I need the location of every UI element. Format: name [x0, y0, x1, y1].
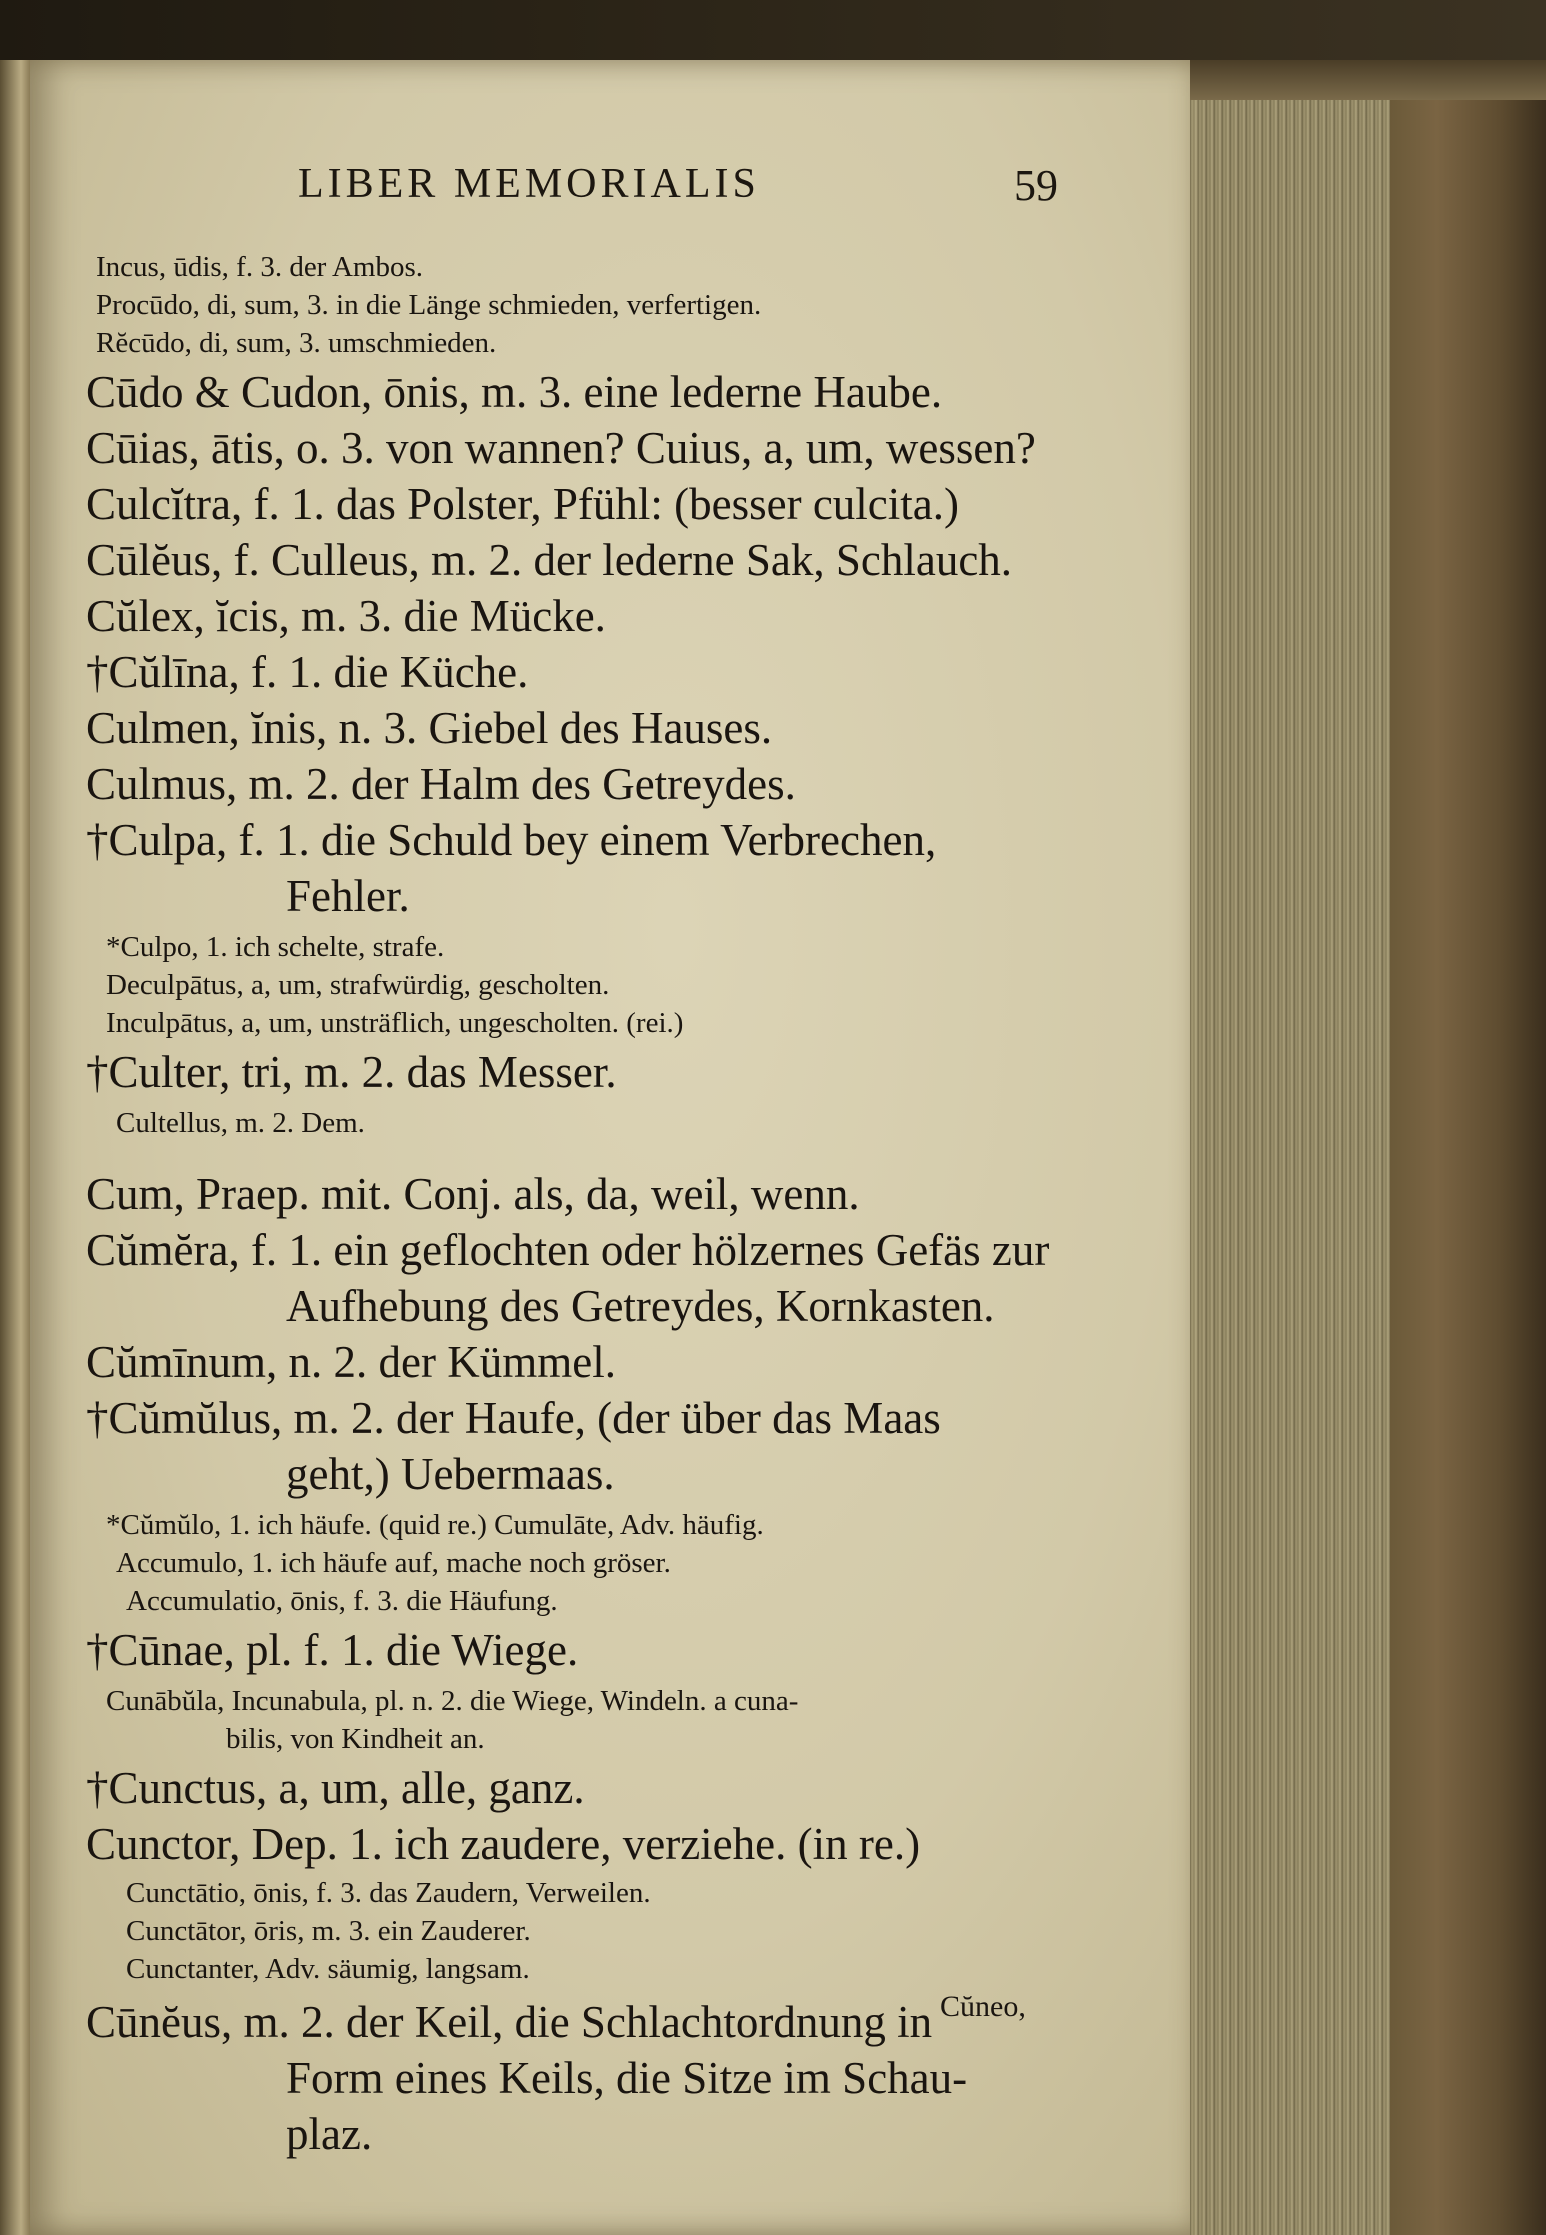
entry-line: Cunābŭla, Incunabula, pl. n. 2. die Wiege, Windeln. a cuna-: [106, 1685, 799, 1717]
entry-line: Procūdo, di, sum, 3. in die Länge schmieden, verfertigen.: [96, 289, 762, 321]
cover-top: [1190, 60, 1546, 100]
entry-line: Incus, ūdis, f. 3. der Ambos.: [96, 251, 424, 283]
entry-line: Cūnĕus, m. 2. der Keil, die Schlachtordnung in: [86, 1997, 933, 2047]
entry-line: Fehler.: [286, 871, 410, 921]
entry-line: Accumulo, 1. ich häufe auf, mache noch gröser.: [116, 1547, 671, 1579]
entry-line: *Cŭmŭlo, 1. ich häufe. (quid re.) Cumulāte, Adv. häufig.: [106, 1509, 764, 1541]
entry-line: Cunctātor, ōris, m. 3. ein Zauderer.: [126, 1915, 531, 1947]
entry-line: geht,) Uebermaas.: [286, 1449, 615, 1499]
entry-line: Cūdo & Cudon, ōnis, m. 3. eine lederne Haube.: [86, 367, 943, 417]
facing-page-edge: [0, 60, 30, 2235]
entry-line: Rĕcūdo, di, sum, 3. umschmieden.: [96, 327, 497, 359]
entry-line: *Culpo, 1. ich schelte, strafe.: [106, 931, 445, 963]
entry-line: Cŭmīnum, n. 2. der Kümmel.: [86, 1337, 616, 1387]
entry-line: Culmen, ĭnis, n. 3. Giebel des Hauses.: [86, 703, 773, 753]
entry-line: †Cunctus, a, um, alle, ganz.: [86, 1763, 585, 1813]
page-number: 59: [1014, 161, 1058, 210]
entry-line: Inculpātus, a, um, unsträflich, ungescholten. (rei.): [106, 1007, 684, 1039]
entry-line: Aufhebung des Getreydes, Kornkasten.: [286, 1281, 995, 1331]
entry-line: bilis, von Kindheit an.: [226, 1723, 485, 1755]
entry-line: plaz.: [286, 2109, 373, 2159]
entry-line: †Cŭlīna, f. 1. die Küche.: [86, 647, 529, 697]
header-title: LIBER MEMORIALIS: [298, 161, 760, 207]
book-cover: [1390, 60, 1546, 2235]
entry-line: Cūias, ātis, o. 3. von wannen? Cuius, a, um, wessen?: [86, 423, 1036, 473]
entry-line: Culcĭtra, f. 1. das Polster, Pfühl: (besser culcita.): [86, 479, 959, 529]
entry-line: †Cŭmŭlus, m. 2. der Haufe, (der über das Maas: [86, 1393, 941, 1443]
catchword: Cŭneo,: [940, 1990, 1026, 2023]
running-header: [298, 160, 1058, 220]
entry-line: Cŭlex, ĭcis, m. 3. die Mücke.: [86, 591, 606, 641]
entry-line: †Culpa, f. 1. die Schuld bey einem Verbrechen,: [86, 815, 937, 865]
entry-line: Cunctanter, Adv. säumig, langsam.: [126, 1953, 530, 1985]
entry-line: †Cūnae, pl. f. 1. die Wiege.: [86, 1625, 579, 1675]
entry-line: Cunctātio, ōnis, f. 3. das Zaudern, Verweilen.: [126, 1877, 651, 1909]
entry-line: Cultellus, m. 2. Dem.: [116, 1107, 365, 1139]
entry-line: Cum, Praep. mit. Conj. als, da, weil, wenn.: [86, 1169, 860, 1219]
entry-line: Form eines Keils, die Sitze im Schau-: [286, 2053, 968, 2103]
entry-line: Cunctor, Dep. 1. ich zaudere, verziehe. (in re.): [86, 1819, 921, 1869]
entry-line: Deculpātus, a, um, strafwürdig, gescholten.: [106, 969, 610, 1001]
entry-line: Culmus, m. 2. der Halm des Getreydes.: [86, 759, 796, 809]
entry-line: Cūlĕus, f. Culleus, m. 2. der lederne Sak, Schlauch.: [86, 535, 1013, 585]
entry-line: Accumulatio, ōnis, f. 3. die Häufung.: [126, 1585, 558, 1617]
entry-line: Cŭmĕra, f. 1. ein geflochten oder hölzernes Gefäs zur: [86, 1225, 1050, 1275]
entry-line: †Culter, tri, m. 2. das Messer.: [86, 1047, 617, 1097]
page-edges: [1190, 60, 1400, 2235]
